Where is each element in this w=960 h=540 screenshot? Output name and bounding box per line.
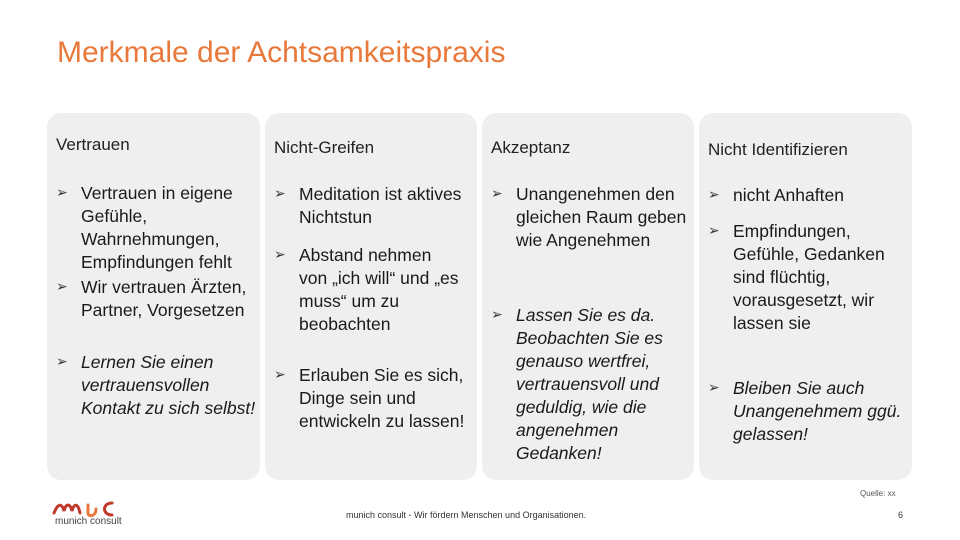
arrow-bullet-icon: ➢	[708, 380, 720, 396]
page-number: 6	[898, 510, 904, 520]
footer-text: munich consult - Wir fördern Menschen und Organisationen.	[346, 510, 587, 520]
bullet-item: ➢ Vertrauen in eigene Gefühle, Wahrnehmungen, Empfindungen fehlt	[56, 183, 233, 272]
column-heading: Vertrauen	[56, 135, 130, 154]
column-heading: Nicht Identifizieren	[708, 140, 848, 159]
arrow-bullet-icon: ➢	[708, 187, 720, 203]
bullet-item: ➢ Wir vertrauen Ärzten, Partner, Vorgesetzen	[56, 277, 247, 320]
arrow-bullet-icon: ➢	[491, 307, 503, 323]
arrow-bullet-icon: ➢	[56, 279, 68, 295]
bullet-item: ➢ Lassen Sie es da. Beobachten Sie es genauso wertfrei, vertrauensvoll und geduldig, wie die angenehmen Gedanken!	[491, 305, 663, 463]
column-card-nicht-greifen	[265, 113, 477, 480]
column-heading: Nicht-Greifen	[274, 138, 375, 157]
arrow-bullet-icon: ➢	[274, 247, 286, 263]
source-note: Quelle: xx	[860, 489, 896, 498]
bullet-item: ➢ Unangenehmen den gleichen Raum geben wie Angenehmen	[491, 184, 687, 250]
slide-title: Merkmale der Achtsamkeitspraxis	[57, 36, 506, 69]
arrow-bullet-icon: ➢	[274, 367, 286, 383]
arrow-bullet-icon: ➢	[56, 354, 68, 370]
bullet-item: ➢ Abstand nehmen von „ich will“ und „es muss“ um zu beobachten	[274, 245, 459, 334]
arrow-bullet-icon: ➢	[56, 185, 68, 201]
bullet-item: ➢ Erlauben Sie es sich, Dinge sein und entwickeln zu lassen!	[274, 365, 465, 431]
bullet-item: ➢ Meditation ist aktives Nichtstun	[274, 184, 462, 227]
bullet-item: ➢ Bleiben Sie auch Unangenehmem ggü. gelassen!	[708, 378, 902, 444]
arrow-bullet-icon: ➢	[274, 186, 286, 202]
arrow-bullet-icon: ➢	[491, 186, 503, 202]
column-heading: Akzeptanz	[491, 138, 571, 157]
bullet-item: ➢ Lernen Sie einen vertrauensvollen Kontakt zu sich selbst!	[56, 352, 256, 418]
arrow-bullet-icon: ➢	[708, 223, 720, 239]
column-card-vertrauen	[47, 113, 260, 480]
bullet-item: ➢ Empfindungen, Gefühle, Gedanken sind flüchtig, vorausgesetzt, wir lassen sie	[708, 221, 885, 333]
logo-text: munich consult	[55, 516, 122, 527]
column-card-nicht-identifizieren	[699, 113, 912, 480]
column-card-akzeptanz	[482, 113, 694, 480]
bullet-item: ➢ nicht Anhaften	[708, 185, 844, 205]
